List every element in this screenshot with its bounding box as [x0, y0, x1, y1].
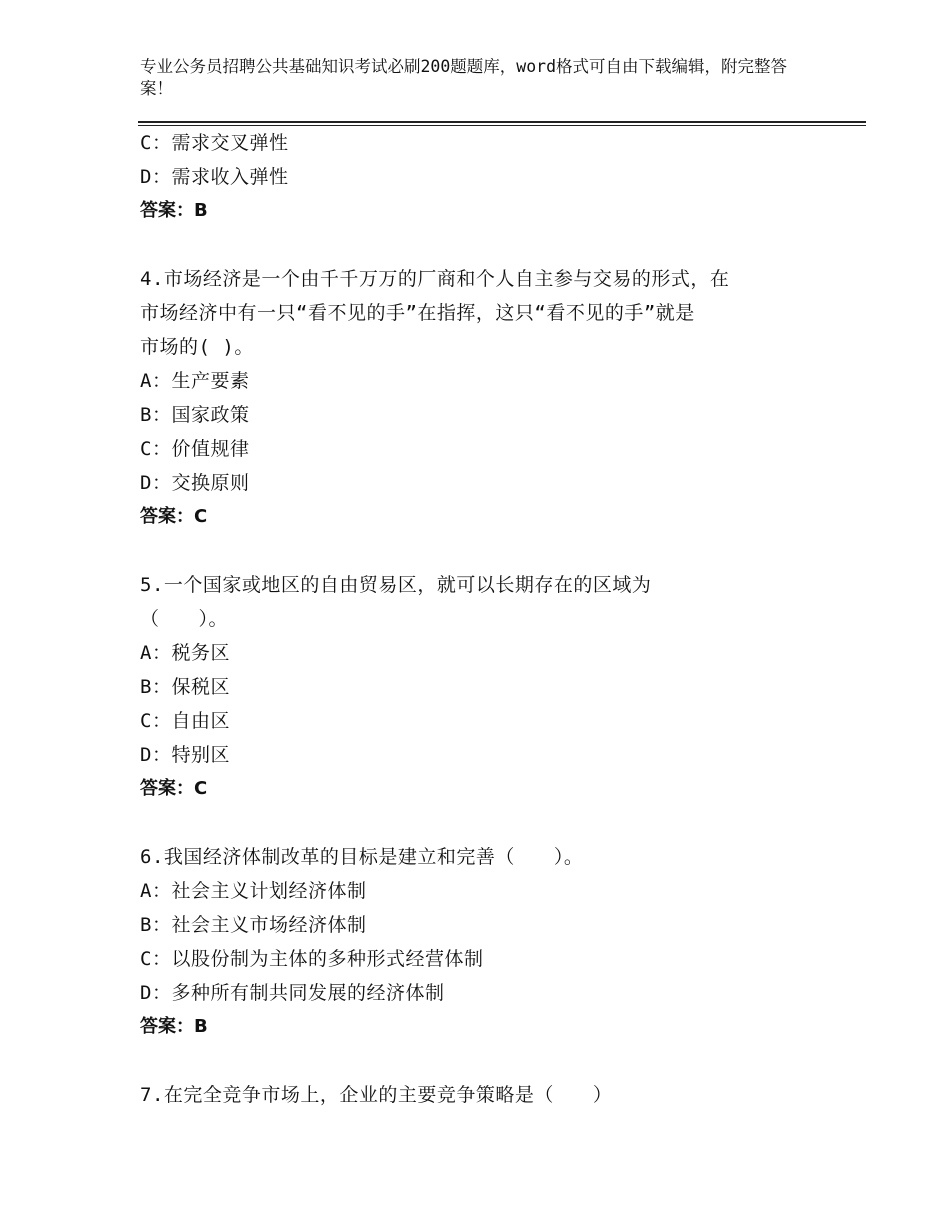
- option-c: C：价值规律: [140, 438, 250, 460]
- header-divider: [138, 121, 866, 123]
- question-5: [140, 568, 820, 806]
- answer-label: 答案：B: [140, 1016, 208, 1037]
- option-d: D：多种所有制共同发展的经济体制: [140, 982, 445, 1004]
- option-d: D：特别区: [140, 744, 230, 766]
- option-b: B：保税区: [140, 676, 230, 698]
- question-6: [140, 840, 820, 1044]
- option-c: C：自由区: [140, 710, 230, 732]
- answer-label: 答案：C: [140, 778, 208, 799]
- spacer: [140, 1044, 820, 1078]
- question-4: [140, 262, 820, 534]
- question-content: [140, 126, 820, 1112]
- answer-label: 答案：C: [140, 506, 208, 527]
- question-text: 市场的( )。: [140, 336, 254, 358]
- question-3-tail: [140, 126, 820, 228]
- option-a: A：生产要素: [140, 370, 250, 392]
- question-text: 6.我国经济体制改革的目标是建立和完善（ ）。: [140, 846, 584, 868]
- question-text: 7.在完全竞争市场上，企业的主要竞争策略是（ ）: [140, 1084, 613, 1106]
- spacer: [140, 534, 820, 568]
- option-a: A：税务区: [140, 642, 230, 664]
- question-text: （ ）。: [140, 608, 229, 630]
- question-text: 4.市场经济是一个由千千万万的厂商和个人自主参与交易的形式，在: [140, 268, 730, 290]
- answer-label: 答案：B: [140, 200, 208, 221]
- page-header: 专业公务员招聘公共基础知识考试必刷200题题库，word格式可自由下载编辑，附完整答案！: [140, 57, 788, 98]
- spacer: [140, 228, 820, 262]
- option-c: C：需求交叉弹性: [140, 132, 289, 154]
- spacer: [140, 806, 820, 840]
- question-7: [140, 1078, 820, 1112]
- option-d: D：交换原则: [140, 472, 250, 494]
- option-d: D：需求收入弹性: [140, 166, 289, 188]
- question-text: 市场经济中有一只“看不见的手”在指挥，这只“看不见的手”就是: [140, 302, 695, 324]
- option-c: C：以股份制为主体的多种形式经营体制: [140, 948, 484, 970]
- option-b: B：社会主义市场经济体制: [140, 914, 367, 936]
- option-b: B：国家政策: [140, 404, 250, 426]
- option-a: A：社会主义计划经济体制: [140, 880, 367, 902]
- question-text: 5.一个国家或地区的自由贸易区，就可以长期存在的区域为: [140, 574, 652, 596]
